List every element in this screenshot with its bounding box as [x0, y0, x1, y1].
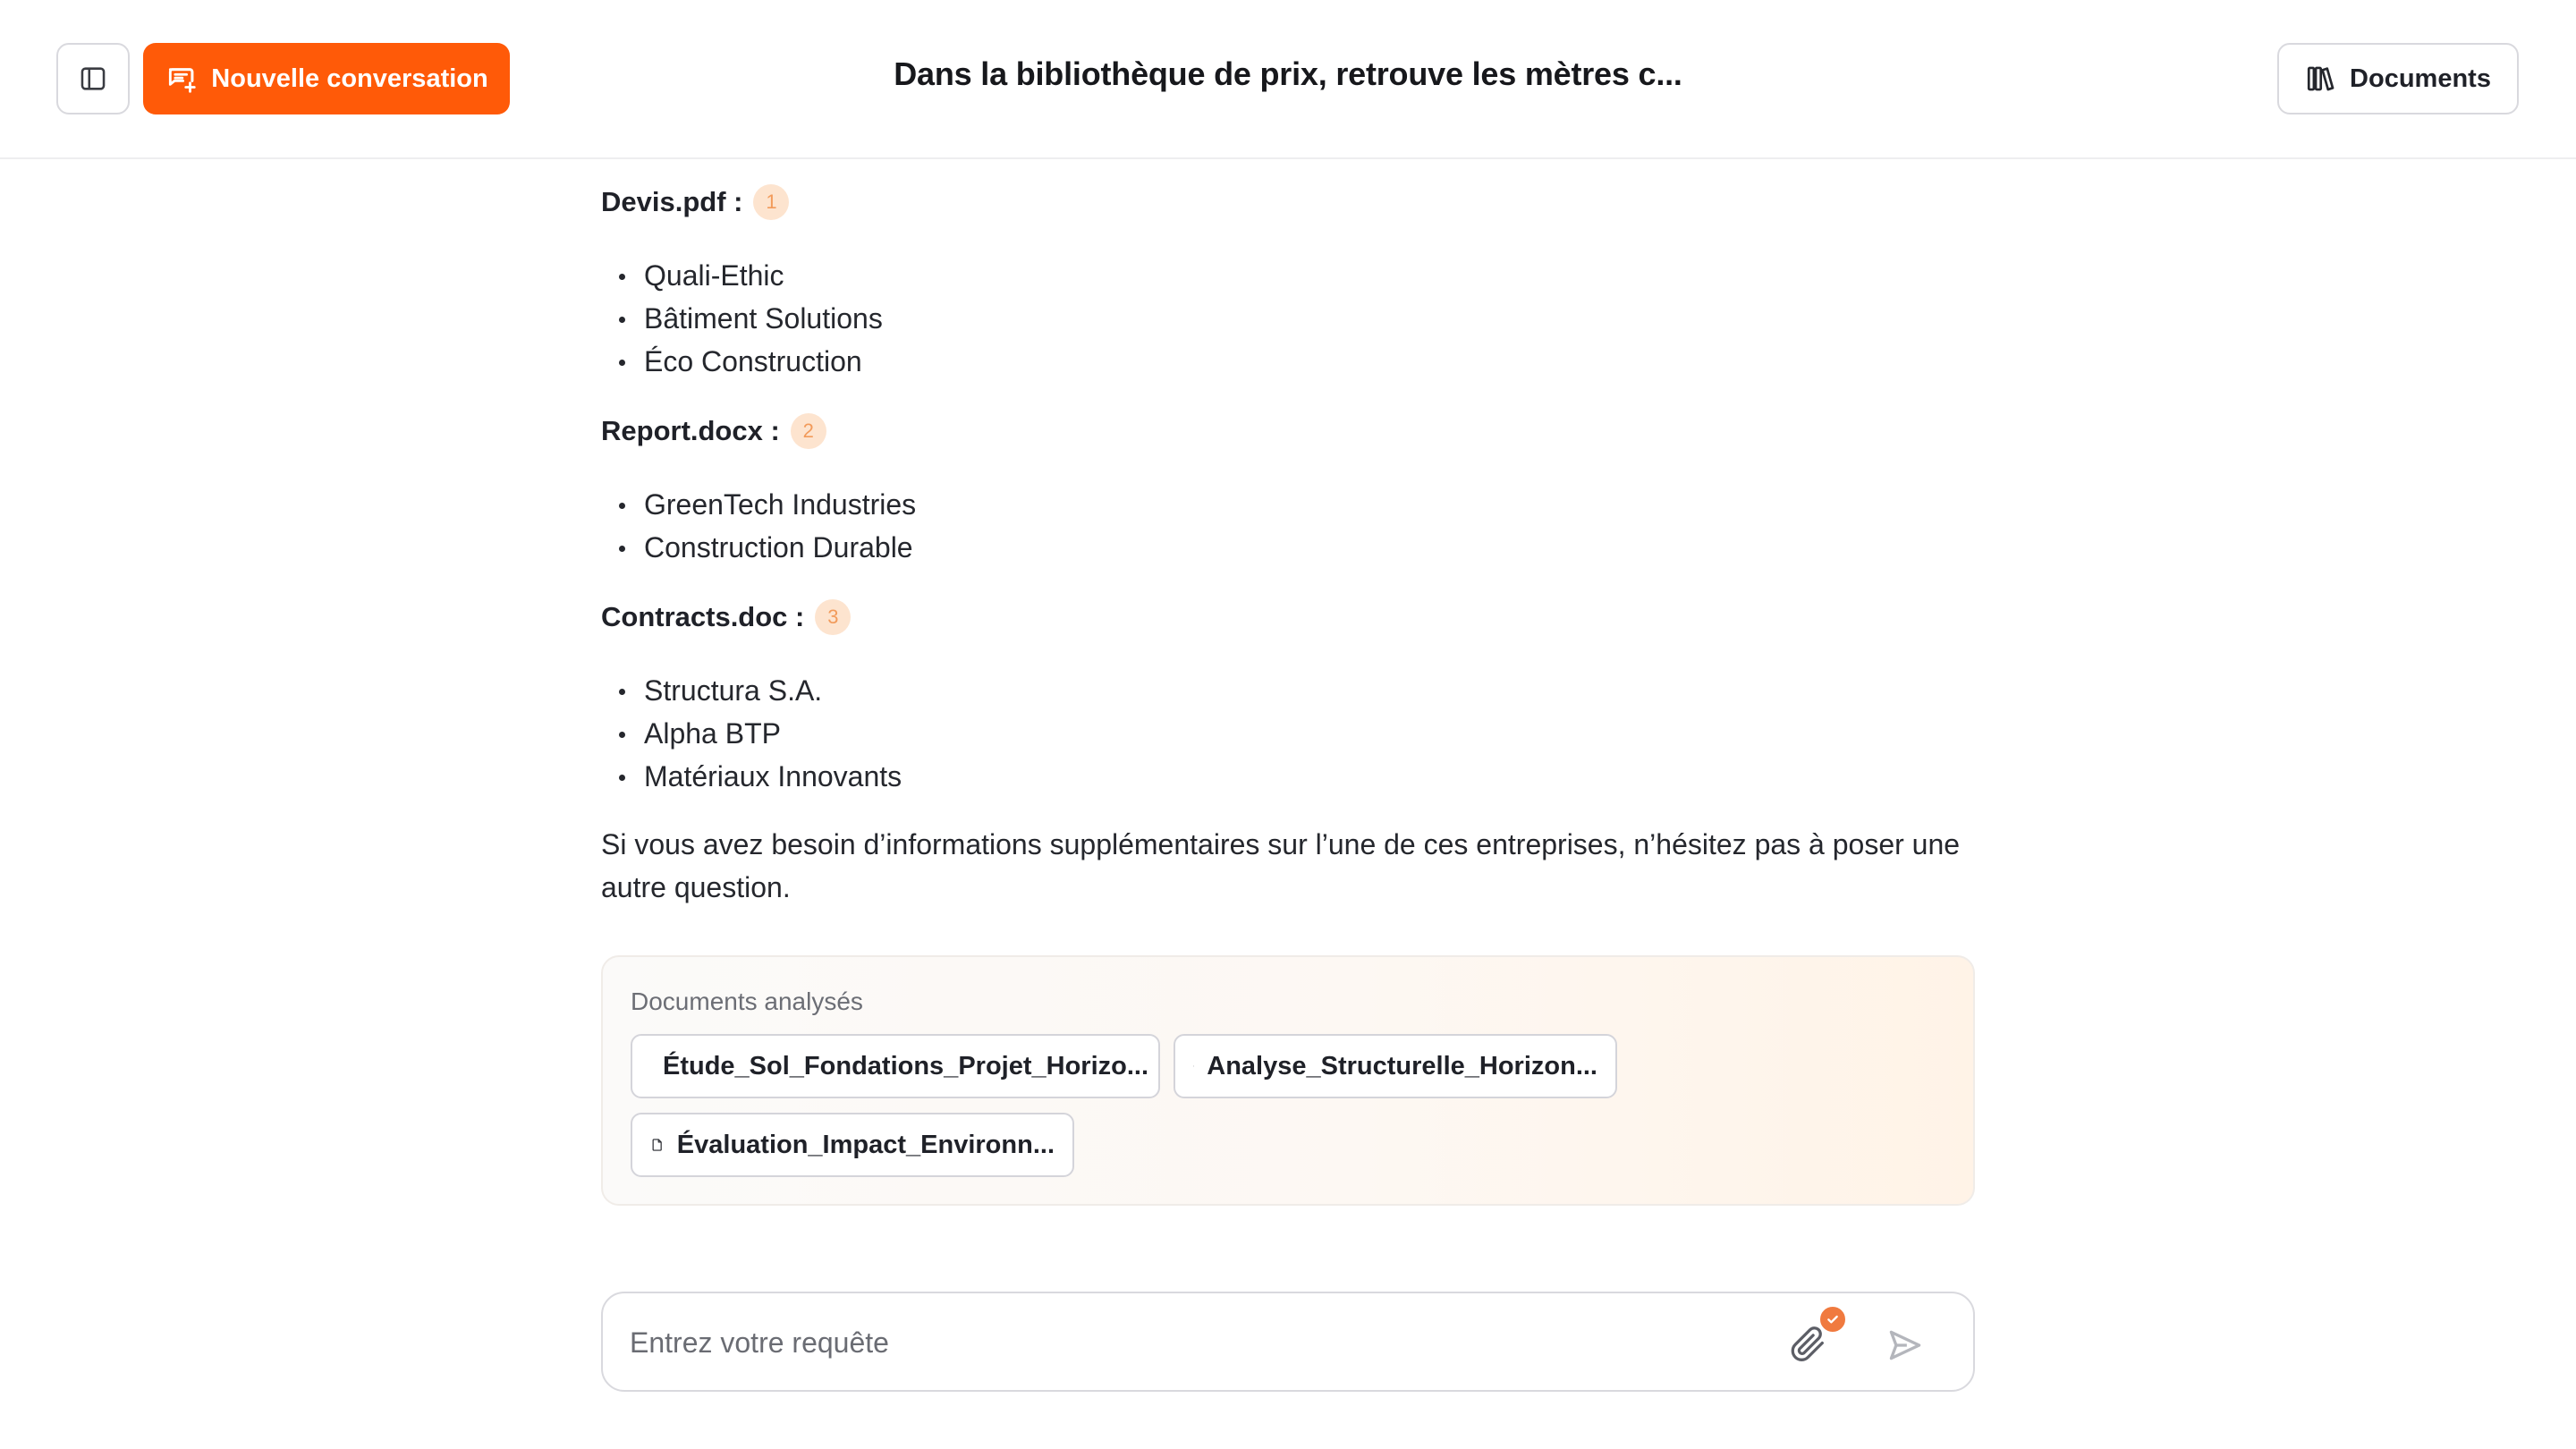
file-heading [601, 413, 826, 449]
list-item: Construction Durable [601, 526, 916, 569]
document-chip-label: Analyse_Structurelle_Horizon... [1207, 1051, 1597, 1080]
list-item: Quali-Ethic [601, 254, 883, 297]
top-bar [0, 0, 2576, 159]
new-conversation-label: Nouvelle conversation [211, 64, 488, 93]
file-heading [601, 599, 851, 635]
send-icon [1885, 1326, 1925, 1365]
file-icon [650, 1131, 665, 1159]
company-list [601, 483, 916, 569]
file-heading-label: Report.docx : [601, 415, 780, 446]
file-heading [601, 184, 789, 220]
document-chip-label: Évaluation_Impact_Environn... [676, 1130, 1055, 1159]
company-list [601, 254, 883, 383]
list-item: Éco Construction [601, 340, 883, 383]
conversation-title: Dans la bibliothèque de prix, retrouve les mètres c... [894, 55, 1682, 92]
document-chip[interactable] [631, 1034, 1160, 1098]
document-chip-label: Étude_Sol_Fondations_Projet_Horizo... [663, 1051, 1149, 1080]
file-icon [1193, 1052, 1194, 1080]
list-item: Bâtiment Solutions [601, 297, 883, 340]
message-composer [601, 1292, 1975, 1392]
analyzed-documents-title: Documents analysés [631, 987, 863, 1015]
library-icon [2305, 64, 2335, 94]
send-button[interactable] [1882, 1322, 1928, 1368]
file-heading-label: Devis.pdf : [601, 186, 743, 217]
attachment-status-badge [1818, 1304, 1848, 1335]
closing-paragraph: Si vous avez besoin d’informations supplémentaires sur l’une de ces entreprises, n’hésitez pas à poser une autre question. [601, 828, 1961, 903]
document-chip[interactable] [631, 1113, 1074, 1177]
check-icon [1826, 1312, 1840, 1326]
documents-label: Documents [2350, 64, 2491, 93]
query-input[interactable] [630, 1317, 1685, 1368]
documents-button[interactable] [2277, 43, 2519, 114]
list-item: Structura S.A. [601, 669, 902, 712]
file-heading-label: Contracts.doc : [601, 601, 805, 632]
document-chip[interactable] [1174, 1034, 1617, 1098]
citation-badge[interactable]: 3 [815, 599, 851, 635]
list-item: GreenTech Industries [601, 483, 916, 526]
company-list [601, 669, 902, 798]
citation-badge[interactable]: 2 [791, 413, 826, 449]
citation-badge[interactable]: 1 [753, 184, 789, 220]
list-item: Matériaux Innovants [601, 755, 902, 798]
list-item: Alpha BTP [601, 712, 902, 755]
analyzed-documents-card [601, 955, 1975, 1206]
